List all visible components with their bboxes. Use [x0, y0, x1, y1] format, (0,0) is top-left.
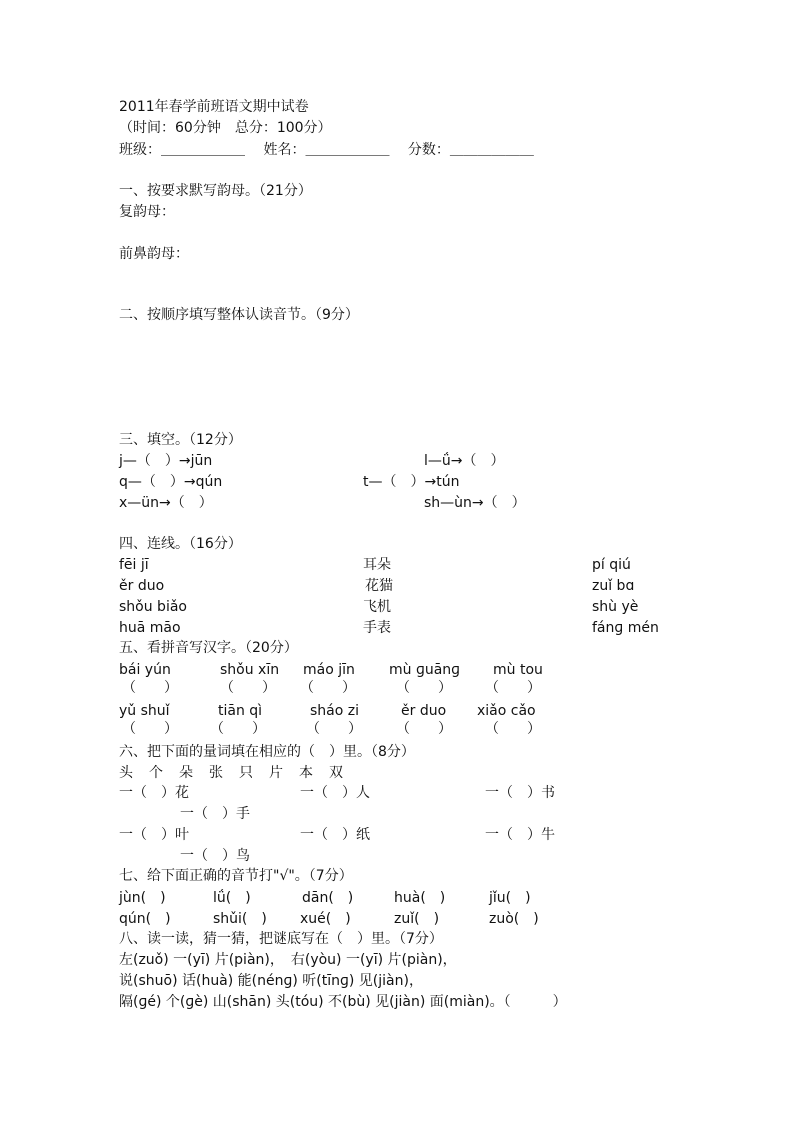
match-right: pí qiú [592, 557, 631, 573]
syllable-item: qún( ) [119, 911, 171, 927]
section-6-heading: 六、把下面的量词填在相应的（ ）里。（8分） [119, 744, 415, 760]
answer-parens: （ ） [306, 721, 362, 737]
measure-item: 一（ ）叶 [119, 827, 189, 843]
section-2-heading: 二、按顺序填写整体认读音节。（9分） [119, 307, 359, 323]
fill-item: q—（ ）→qún [119, 474, 223, 490]
pinyin-item: mù ɡuānɡ [389, 662, 461, 678]
answer-parens: （ ） [300, 680, 356, 696]
match-middle: 手表 [363, 620, 391, 636]
pinyin-item: yǔ shuǐ [119, 703, 170, 719]
match-middle: 飞机 [363, 599, 391, 615]
fill-item: l—ǘ→（ ） [424, 453, 505, 469]
answer-parens: （ ） [122, 680, 178, 696]
syllable-item: huà( ) [394, 890, 446, 906]
syllable-item: jùn( ) [119, 890, 166, 906]
syllable-item: zuǐ( ) [394, 911, 440, 927]
measure-item: 一（ ）鸟 [180, 848, 250, 864]
fill-item: t—（ ）→tún [363, 474, 460, 490]
riddle-line-3: 隔(ɡé) 个(ɡè) 山(shān) 头(tóu) 不(bù) 见(jiàn) 面(miàn)。（ ） [119, 994, 567, 1010]
student-fields: 班级：＿＿＿＿＿＿ 姓名：＿＿＿＿＿＿ 分数：＿＿＿＿＿＿ [119, 142, 534, 158]
syllable-item: lǘ( ) [213, 890, 251, 906]
section-3-heading: 三、填空。（12分） [119, 432, 242, 448]
answer-parens: （ ） [396, 680, 452, 696]
fill-item: x—ün→（ ） [119, 495, 213, 511]
fill-item: j—（ ）→jūn [119, 453, 213, 469]
measure-item: 一（ ）花 [119, 785, 189, 801]
pinyin-item: shǒu xīn [220, 662, 280, 678]
pinyin-item: ěr duo [401, 703, 447, 719]
answer-parens: （ ） [210, 721, 266, 737]
measure-item: 一（ ）纸 [300, 827, 370, 843]
match-left: ěr duo [119, 578, 165, 594]
measure-item: 一（ ）人 [300, 785, 370, 801]
section-1-heading: 一、按要求默写韵母。（21分） [119, 183, 312, 199]
match-left: fēi jī [119, 557, 149, 573]
pinyin-item: xiǎo cǎo [477, 703, 536, 719]
exam-title: 2011年春学前班语文期中试卷 [119, 99, 309, 115]
section-7-heading: 七、给下面正确的音节打"√"。（7分） [119, 868, 353, 884]
exam-info: （时间：60分钟 总分：100分） [119, 120, 332, 136]
measure-item: 一（ ）书 [485, 785, 555, 801]
pinyin-item: máo jīn [303, 662, 355, 678]
syllable-item: jǐu( ) [489, 890, 531, 906]
match-left: shǒu biǎo [119, 599, 187, 615]
pinyin-item: bái yún [119, 662, 171, 678]
syllable-item: shǔi( ) [213, 911, 267, 927]
pinyin-item: mù tou [493, 662, 543, 678]
pinyin-item: tiān qì [218, 703, 263, 719]
match-middle: 耳朵 [363, 557, 391, 573]
match-right: shù yè [592, 599, 639, 615]
section-8-heading: 八、读一读，猜一猜，把谜底写在（ ）里。（7分） [119, 931, 443, 947]
answer-parens: （ ） [396, 721, 452, 737]
pinyin-item: sháo zi [310, 703, 359, 719]
match-right: fánɡ mén [592, 620, 659, 636]
match-middle: 花猫 [365, 578, 393, 594]
answer-parens: （ ） [122, 721, 178, 737]
section-1-line-1: 复韵母： [119, 204, 175, 220]
syllable-item: zuò( ) [489, 911, 539, 927]
match-left: huā māo [119, 620, 181, 636]
measure-item: 一（ ）牛 [485, 827, 555, 843]
measure-words: 头 个 朵 张 只 片 本 双 [119, 765, 344, 781]
answer-parens: （ ） [485, 721, 541, 737]
fill-item: sh—ùn→（ ） [424, 495, 526, 511]
riddle-line-2: 说(shuō) 话(huà) 能(nénɡ) 听(tīnɡ) 见(jiàn)， [119, 973, 423, 989]
section-4-heading: 四、连线。（16分） [119, 536, 242, 552]
answer-parens: （ ） [485, 680, 541, 696]
measure-item: 一（ ）手 [180, 806, 250, 822]
syllable-item: xué( ) [300, 911, 351, 927]
section-5-heading: 五、看拼音写汉字。（20分） [119, 640, 298, 656]
match-right: zuǐ bɑ [592, 578, 635, 594]
riddle-line-1: 左(zuǒ) 一(yī) 片(piàn)， 右(yòu) 一(yī) 片(piàn)， [119, 952, 457, 968]
syllable-item: dān( ) [302, 890, 354, 906]
section-1-line-2: 前鼻韵母： [119, 246, 189, 262]
answer-parens: （ ） [220, 680, 276, 696]
